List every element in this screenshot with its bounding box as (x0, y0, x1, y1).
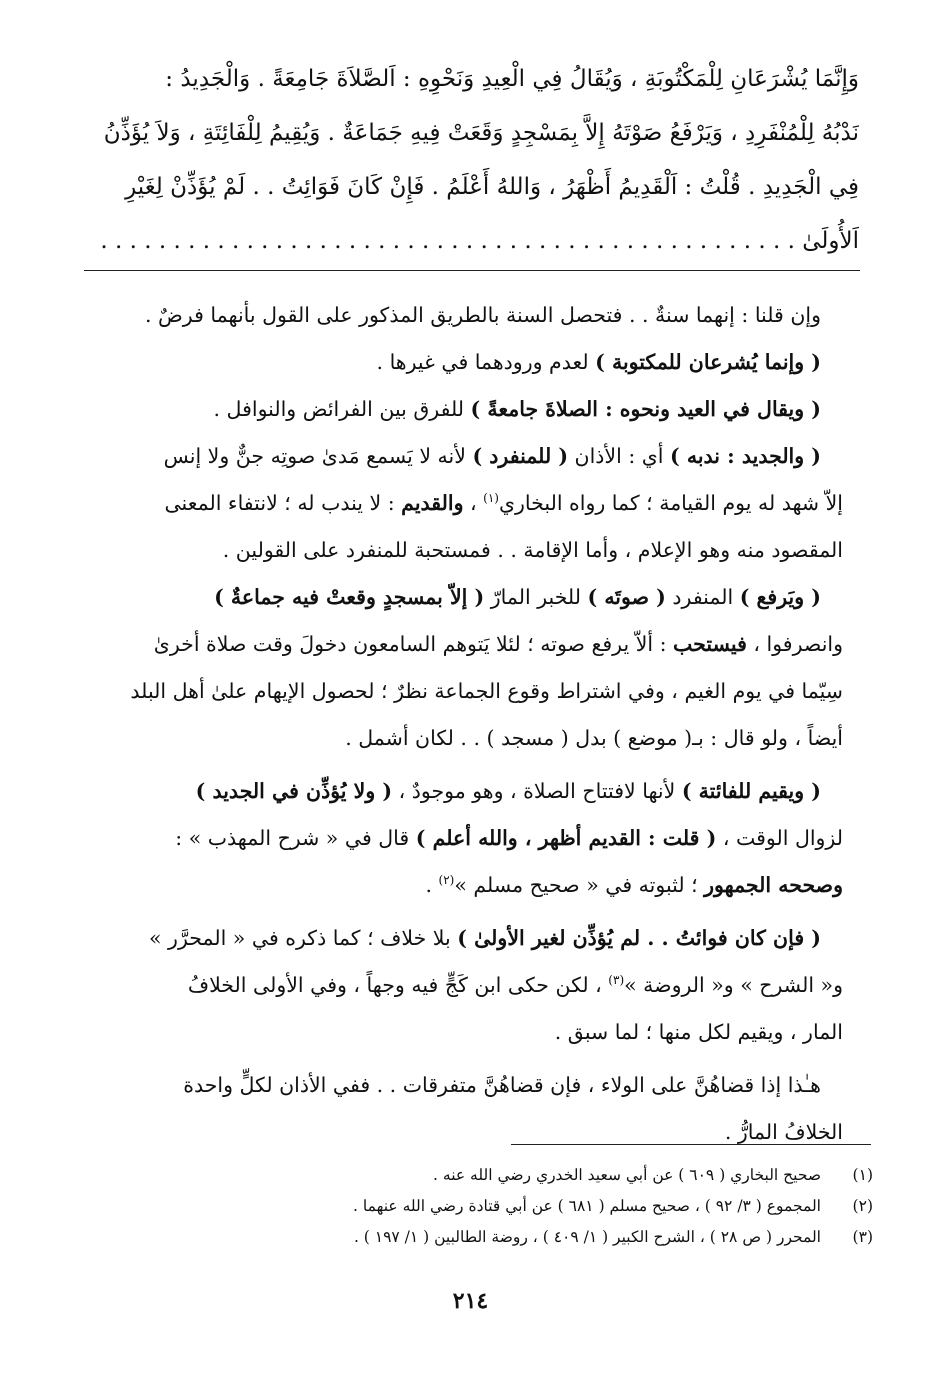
quoted-matn: ( والجديد : ندبه ) (670, 444, 821, 468)
commentary-line: المقصود منه وهو الإعلام ، وأما الإقامة . . فمستحبة للمنفرد على القولين . (222, 538, 843, 562)
commentary-paragraph (84, 433, 865, 574)
quoted-matn: ( إلاّ بمسجدٍ وقعتْ فيه جماعةٌ ) (214, 585, 485, 609)
quoted-matn: ( صوتَه ) (587, 585, 666, 609)
commentary-line (84, 480, 865, 527)
footnote-text: المحرر ( ص ٢٨ ) ، الشرح الكبير ( ١/ ٤٠٩ ) ، روضة الطالبين ( ١/ ١٩٧ ) . (353, 1228, 821, 1246)
quoted-matn: ( فإن كان فوائتُ . . لم يُؤذِّن لغير الأولىٰ ) (457, 926, 821, 950)
commentary-line (84, 815, 865, 862)
commentary-text: ، لكن حكى ابن كَجٍّ فيه وجهاً ، وفي الأولى الخلافُ (187, 973, 609, 997)
commentary-paragraph (84, 1062, 865, 1156)
commentary-text: المنفرد (665, 585, 740, 609)
commentary-line (84, 339, 865, 386)
quoted-matn: ( وإنما يُشرعان للمكتوبة ) (595, 350, 821, 374)
quoted-text: وصححه الجمهور (704, 873, 843, 897)
commentary-line: المار ، ويقيم لكل منها ؛ لما سبق . (554, 1020, 843, 1044)
footnote-item (84, 1191, 873, 1222)
commentary-text: لزوال الوقت ، (716, 826, 843, 850)
footnote-marker[interactable]: (١) (483, 491, 499, 506)
matn-text-block (82, 52, 859, 268)
quoted-matn: والقديم (401, 491, 464, 515)
commentary-text: ؛ لثبوته في « صحيح مسلم » (454, 873, 705, 897)
commentary-line: سِيّما في يوم الغيم ، وفي اشتراط وقوع الجماعة نظرٌ ؛ لحصول الإيهام علىٰ أهل البلد (130, 679, 843, 703)
commentary-line (84, 768, 865, 815)
commentary-line: هـٰذا إذا قضاهُنَّ على الولاء ، فإن قضاهُنَّ متفرقات . . ففي الأذان لكلٍّ واحدة (183, 1073, 821, 1097)
quoted-matn: ( ويقال في العيد ونحوه : الصلاةَ جامعةً ) (470, 397, 821, 421)
matn-line: فِي الْجَدِيدِ . قُلْتُ : اَلْقَدِيمُ أَظْهَرُ ، وَاللهُ أَعْلَمُ . فَإِنْ كَانَ فَوَائِتُ . . لَمْ يُؤَذِّنْ لِغَيْرِ (125, 174, 859, 200)
commentary-paragraph (84, 768, 865, 909)
commentary-text: أي : الأذان (568, 444, 671, 468)
commentary-text: و« الشرح » و« الروضة » (624, 973, 843, 997)
commentary-text: بلا خلاف ؛ كما ذكره في « المحرَّر » (148, 926, 458, 950)
commentary-text: ، (463, 491, 484, 515)
footnote-marker[interactable]: (٣) (608, 973, 625, 988)
commentary-text: : ألاّ يرفع صوته ؛ لئلا يَتوهم السامعون دخولَ وقت صلاة أخرىٰ (153, 632, 674, 656)
commentary-paragraph (84, 339, 865, 386)
footnote-marker[interactable]: (٢) (438, 873, 455, 888)
quoted-matn: فيستحب (673, 632, 747, 656)
commentary-text: وانصرفوا ، (746, 632, 843, 656)
quoted-matn: ( قلت : القديم أظهر ، والله أعلم ) (415, 826, 717, 850)
commentary-line (84, 386, 865, 433)
commentary-text: : لا يندب له ؛ لانتفاء المعنى (164, 491, 402, 515)
commentary-line: أيضاً ، ولو قال : بـ( موضع ) بدل ( مسجد ) . . لكان أشمل . (345, 726, 843, 750)
footnote-number: (٣) (852, 1228, 873, 1246)
commentary-line (84, 962, 865, 1009)
commentary-paragraph (84, 292, 865, 339)
commentary-line (84, 621, 865, 668)
footnote-item (84, 1160, 873, 1191)
commentary-line: وإن قلنا : إنهما سنةٌ . . فتحصل السنة بالطريق المذكور على القول بأنهما فرضٌ . (144, 303, 821, 327)
footnote-text: صحيح البخاري ( ٦٠٩ ) عن أبي سعيد الخدري رضي الله عنه . (433, 1166, 821, 1184)
commentary-text: قال في « شرح المهذب » : (175, 826, 416, 850)
matn-line: اَلأُولَىٰ . . . . . . . . . . . . . . . . . . . . . . . . . . . . . . . . . . . . . . . . . . . . . . . . (100, 228, 859, 254)
commentary-line (84, 862, 865, 909)
quoted-matn: ( للمنفرد ) (472, 444, 569, 468)
commentary-text: إلاّ شهد له يوم القيامة ؛ كما رواه البخاري (498, 491, 843, 515)
commentary-paragraph (84, 574, 865, 762)
commentary-paragraph (84, 915, 865, 1056)
matn-line: وَإِنَّمَا يُشْرَعَانِ لِلْمَكْتُوبَةِ ، وَيُقَالُ فِي الْعِيدِ وَنَحْوِهِ : اَلصَّلاَةَ جَامِعَةً . وَالْجَدِيدُ : (165, 66, 859, 92)
commentary-line (84, 915, 865, 962)
quoted-matn: ( ولا يُؤذِّن في الجديد ) (195, 779, 393, 803)
commentary-text: للفرق بين الفرائض والنوافل . (213, 397, 471, 421)
commentary-text: للخبر المارّ (484, 585, 588, 609)
commentary-text-block (84, 292, 865, 1156)
footnote-number: (٢) (852, 1197, 873, 1215)
footnotes-block (84, 1160, 873, 1253)
commentary-text: لأنه لا يَسمع مَدىٰ صوتِه جنٌّ ولا إنس (163, 444, 473, 468)
commentary-line: الخلافُ المارُّ . (724, 1120, 843, 1144)
commentary-text: لعدم ورودهما في غيرها . (376, 350, 596, 374)
matn-divider-line (84, 270, 860, 271)
footnote-item (84, 1222, 873, 1253)
footnote-number: (١) (852, 1166, 873, 1184)
commentary-line (84, 574, 865, 621)
quoted-matn: ( ويَرفع ) (739, 585, 821, 609)
commentary-paragraph (84, 386, 865, 433)
page-number: ٢١٤ (452, 1288, 489, 1314)
matn-line: نَدْبُهُ لِلْمُنْفَرِدِ ، وَيَرْفَعُ صَوْتَهُ إِلاَّ بِمَسْجِدٍ وَقَعَتْ فِيهِ جَمَاعَةٌ . وَيُقِيمُ لِلْفَائِتَةِ ، وَلاَ يُؤَذِّنُ (103, 120, 859, 146)
quoted-matn: ( ويقيم للفائتة ) (681, 779, 821, 803)
commentary-text: لأنها لافتتاح الصلاة ، وهو موجودٌ ، (392, 779, 682, 803)
commentary-line (84, 433, 865, 480)
footnote-text: المجموع ( ٣/ ٩٢ ) ، صحيح مسلم ( ٦٨١ ) عن أبي قتادة رضي الله عنهما . (353, 1197, 821, 1215)
footnote-divider-line (511, 1144, 871, 1145)
commentary-text: . (425, 873, 439, 897)
